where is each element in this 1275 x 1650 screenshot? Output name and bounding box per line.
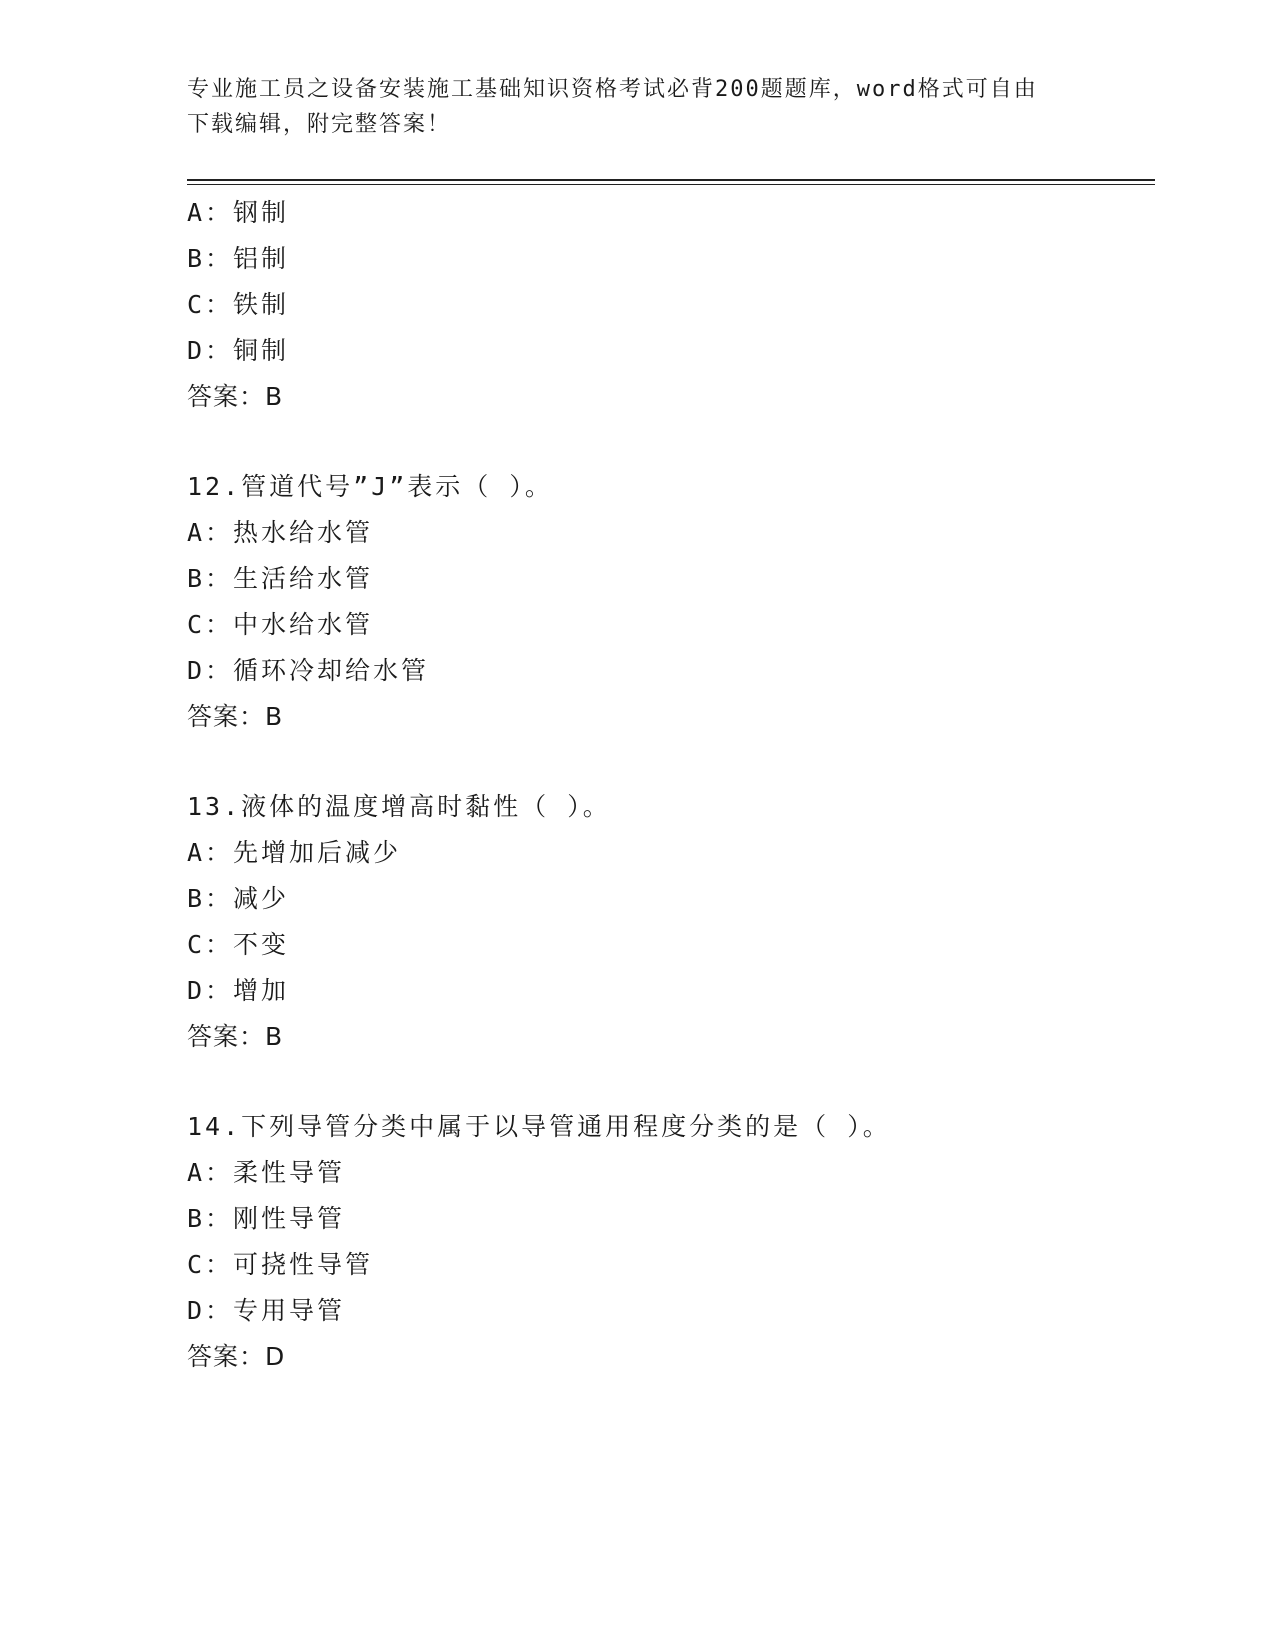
document-header — [187, 72, 1087, 142]
answer-line: 答案：B — [187, 382, 284, 411]
option-d: D：增加 — [187, 976, 290, 1005]
question-list — [187, 190, 1155, 1380]
option-c: C：不变 — [187, 930, 290, 959]
option-b: B：减少 — [187, 884, 290, 913]
question-stem: 12.管道代号”J”表示（ ）。 — [187, 472, 553, 501]
option-a: A：柔性导管 — [187, 1158, 346, 1187]
option-a: A：先增加后减少 — [187, 838, 402, 867]
option-d: D：专用导管 — [187, 1296, 346, 1325]
option-d: D：循环冷却给水管 — [187, 656, 430, 685]
answer-line: 答案：B — [187, 1022, 284, 1051]
answer-line: 答案：D — [187, 1342, 286, 1371]
header-divider — [187, 179, 1155, 185]
option-b: B：刚性导管 — [187, 1204, 346, 1233]
question-block-13 — [187, 784, 1155, 1060]
question-block-11 — [187, 190, 1155, 420]
option-a: A：热水给水管 — [187, 518, 374, 547]
question-block-12 — [187, 464, 1155, 740]
option-c: C：中水给水管 — [187, 610, 374, 639]
option-b: B：铝制 — [187, 244, 290, 273]
header-line-1: 专业施工员之设备安装施工基础知识资格考试必背200题题库，word格式可自由 — [187, 77, 1038, 102]
question-block-14 — [187, 1104, 1155, 1380]
question-stem: 13.液体的温度增高时黏性（ ）。 — [187, 792, 611, 821]
answer-line: 答案：B — [187, 702, 284, 731]
header-line-2: 下载编辑，附完整答案！ — [187, 112, 452, 137]
option-b: B：生活给水管 — [187, 564, 374, 593]
option-c: C：可挠性导管 — [187, 1250, 374, 1279]
question-stem: 14.下列导管分类中属于以导管通用程度分类的是（ ）。 — [187, 1112, 891, 1141]
option-d: D：铜制 — [187, 336, 290, 365]
option-c: C：铁制 — [187, 290, 290, 319]
option-a: A：钢制 — [187, 198, 290, 227]
